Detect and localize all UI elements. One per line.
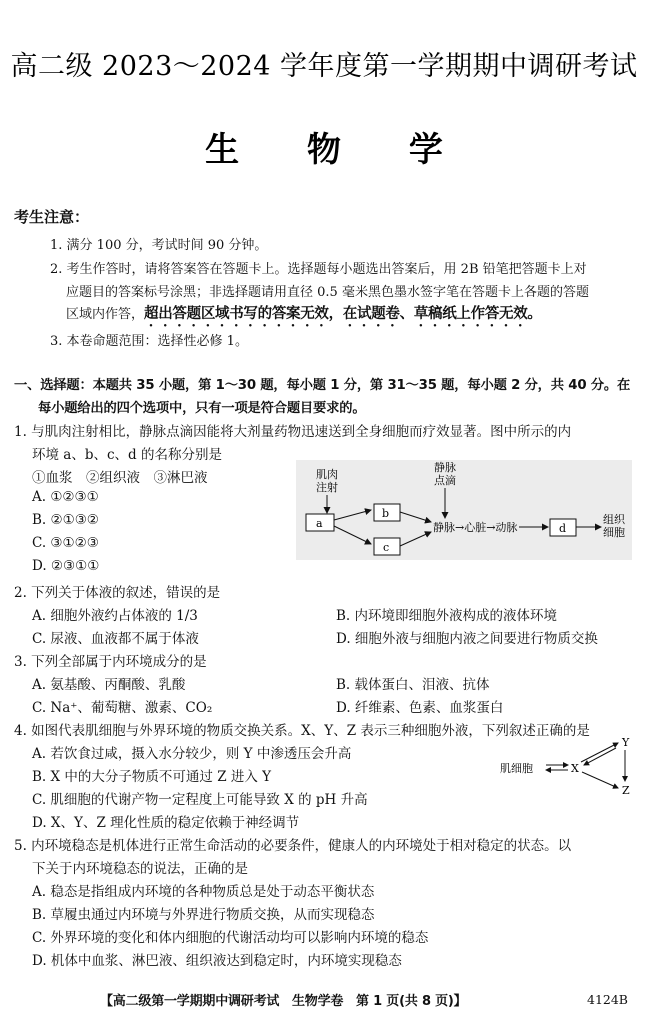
q5-stem: 5. 内环境稳态是机体进行正常生命活动的必要条件，健康人的内环境处于相对稳定的状态。以 bbox=[14, 838, 572, 854]
q5-option-d: D. 机体中血浆、淋巴液、组织液达到稳定时，内环境实现稳态 bbox=[32, 953, 402, 969]
q3-option-a: A. 氨基酸、丙酮酸、乳酸 bbox=[32, 677, 186, 693]
q2-stem: 2. 下列关于体液的叙述，错误的是 bbox=[14, 585, 221, 601]
q1-stem: 1. 与肌肉注射相比，静脉点滴因能将大剂量药物迅速送到全身细胞而疗效显著。图中所示的内 bbox=[14, 424, 572, 440]
notice-item-1: 1. 满分 100 分，考试时间 90 分钟。 bbox=[50, 238, 268, 253]
page-footer: 【高二级第一学期期中调研考试 生物学卷 第 1 页(共 8 页)】 bbox=[100, 994, 467, 1009]
q4-option-d: D. X、Y、Z 理化性质的稳定依赖于神经调节 bbox=[32, 815, 300, 831]
subject-title: 生 物 学 bbox=[205, 130, 471, 170]
box-c-label: c bbox=[383, 541, 390, 554]
q5-option-b: B. 草履虫通过内环境与外界进行物质交换，从而实现稳态 bbox=[32, 907, 375, 923]
exam-title: 高二级 2023～2024 学年度第一学期期中调研考试 bbox=[10, 51, 638, 82]
q2-option-d: D. 细胞外液与细胞内液之间要进行物质交换 bbox=[336, 631, 598, 647]
section-heading: 一、选择题：本题共 35 小题，第 1～30 题，每小题 1 分，第 31～35 题，每小题 2 分，共 40 分。在 bbox=[14, 378, 631, 393]
muscle-injection-label-2: 注射 bbox=[316, 481, 338, 494]
q4-stem: 4. 如图代表肌细胞与外界环境的物质交换关系。X、Y、Z 表示三种细胞外液，下列叙述正确的是 bbox=[14, 723, 590, 739]
muscle-injection-label: 肌肉 bbox=[316, 468, 338, 481]
x-label: X bbox=[571, 762, 579, 775]
q4-option-b: B. X 中的大分子物质不可通过 Z 进入 Y bbox=[32, 769, 272, 785]
q2-option-b: B. 内环境即细胞外液构成的液体环境 bbox=[336, 608, 558, 624]
q1-option-b: B. ②①③② bbox=[32, 512, 99, 528]
box-b-label: b bbox=[382, 507, 390, 520]
section-heading-cont: 每小题给出的四个选项中，只有一项是符合题目要求的。 bbox=[38, 401, 366, 416]
q1-diagram bbox=[296, 460, 632, 560]
q1-option-a: A. ①②③① bbox=[32, 489, 99, 505]
q5-stem-cont: 下关于内环境稳态的说法，正确的是 bbox=[32, 861, 248, 877]
q3-option-b: B. 载体蛋白、泪液、抗体 bbox=[336, 677, 490, 693]
q3-option-c: C. Na⁺、葡萄糖、激素、CO₂ bbox=[32, 700, 213, 716]
q1-items: ①血浆 ②组织液 ③淋巴液 bbox=[32, 470, 208, 486]
q4-option-a: A. 若饮食过咸，摄入水分较少，则 Y 中渗透压会升高 bbox=[32, 746, 352, 762]
iv-drip-label-2: 点滴 bbox=[434, 474, 456, 487]
notice-emphasis: 超出答题区域书写的答案无效，在试题卷、草稿纸上作答无效。 bbox=[144, 306, 542, 322]
q4-option-c: C. 肌细胞的代谢产物一定程度上可能导致 X 的 pH 升高 bbox=[32, 792, 368, 808]
z-label: Z bbox=[622, 784, 630, 797]
y-label: Y bbox=[622, 736, 630, 749]
notice-item-3: 3. 本卷命题范围：选择性必修 1。 bbox=[50, 334, 248, 349]
tissue-cells-label: 组织 bbox=[603, 513, 625, 526]
q1-stem-cont: 环境 a、b、c、d 的名称分别是 bbox=[32, 447, 222, 463]
q3-option-d: D. 纤维素、色素、血浆蛋白 bbox=[336, 700, 504, 716]
muscle-cell-label: 肌细胞 bbox=[500, 762, 533, 775]
notice-item-2: 2. 考生作答时，请将答案答在答题卡上。选择题每小题选出答案后，用 2B 铅笔把答题卡上对 bbox=[50, 262, 587, 277]
q3-stem: 3. 下列全部属于内环境成分的是 bbox=[14, 654, 207, 670]
q2-option-a: A. 细胞外液约占体液的 1/3 bbox=[32, 608, 198, 624]
iv-drip-label: 静脉 bbox=[434, 461, 456, 474]
notice-label: 考生注意： bbox=[14, 208, 90, 226]
box-a-label: a bbox=[316, 517, 323, 530]
q4-diagram bbox=[498, 734, 638, 798]
q1-option-c: C. ③①②③ bbox=[32, 535, 99, 551]
q1-option-d: D. ②③①① bbox=[32, 558, 100, 574]
exam-code: 4124B bbox=[587, 992, 628, 1007]
box-d-label: d bbox=[559, 522, 567, 535]
circulation-flow: 静脉→心脏→动脉 bbox=[433, 521, 518, 534]
notice-item-2-cont: 应题目的答案标号涂黑；非选择题请用直径 0.5 毫米黑色墨水签字笔在答题卡上各题的答题 bbox=[66, 285, 589, 300]
q5-option-a: A. 稳态是指组成内环境的各种物质总是处于动态平衡状态 bbox=[32, 884, 375, 900]
q5-option-c: C. 外界环境的变化和体内细胞的代谢活动均可以影响内环境的稳态 bbox=[32, 930, 429, 946]
tissue-cells-label-2: 细胞 bbox=[603, 526, 625, 539]
q2-option-c: C. 尿液、血液都不属于体液 bbox=[32, 631, 199, 647]
notice-item-2-last: 区域内作答，超出答题区域书写的答案无效，在试题卷、草稿纸上作答无效。 bbox=[66, 306, 542, 322]
